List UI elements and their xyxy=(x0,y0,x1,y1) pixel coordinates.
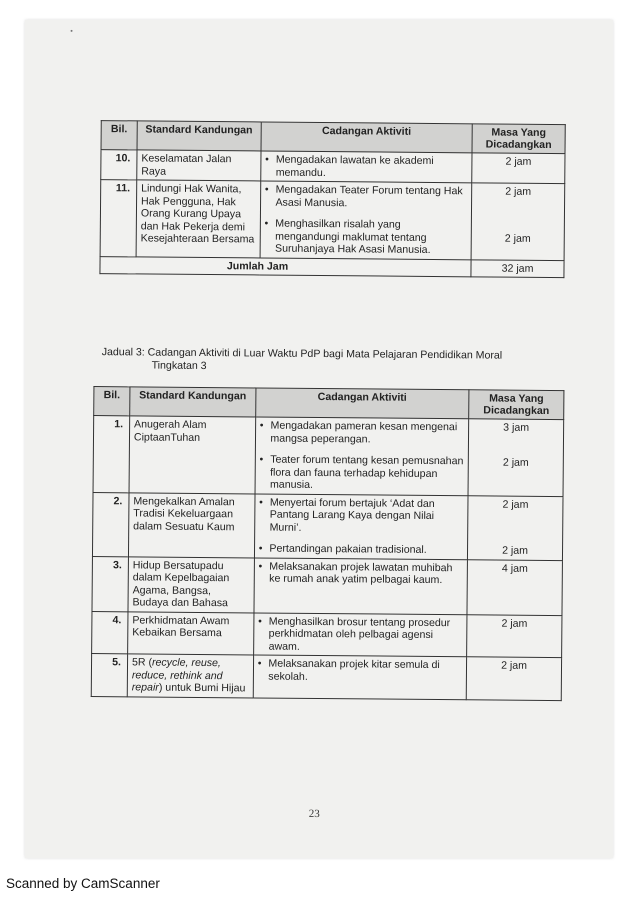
activity-text: Teater forum tentang kesan pemusnahan flora dan fauna terhadap kehidupan manusia. xyxy=(269,453,464,491)
row-number: 4. xyxy=(92,611,128,654)
activity-cell xyxy=(260,181,472,259)
activity-cell xyxy=(260,151,472,183)
time-value: 2 jam xyxy=(502,498,529,511)
page-number: 23 xyxy=(308,807,320,821)
activity-item xyxy=(264,218,467,257)
time-cell xyxy=(472,153,565,184)
scanner-watermark: Scanned by CamScanner xyxy=(6,876,160,891)
activity-item xyxy=(258,657,463,684)
time-value: 4 jam xyxy=(501,562,528,575)
bullet-icon: • xyxy=(264,217,269,230)
bullet-icon: • xyxy=(257,657,262,670)
table-header-row xyxy=(101,121,565,154)
header-masa: Masa Yang Dicadangkan xyxy=(472,124,565,154)
bullet-icon: • xyxy=(259,453,264,466)
time-value: 2 jam xyxy=(502,456,529,469)
activity-cell xyxy=(253,655,467,699)
table-row xyxy=(100,180,565,261)
activity-cell xyxy=(254,557,468,614)
bullet-icon: • xyxy=(259,495,263,509)
header-standard: Standard Kandungan xyxy=(137,121,261,151)
header-aktiviti: Cadangan Aktiviti xyxy=(261,122,473,153)
standard-kandungan: Lindungi Hak Wanita, Hak Pengguna, Hak Orang Kurang Upaya dan Hak Pekerja demi Kesejahteraan Bersama xyxy=(136,180,260,258)
table-row xyxy=(92,611,562,658)
activity-text: Mengadakan Teater Forum tentang Hak Asasi Manusia. xyxy=(275,183,463,209)
time-value: 2 jam xyxy=(505,185,532,198)
activity-text: Menghasilkan brosur tentang prosedur perkhidmatan oleh pelbagai agensi awam. xyxy=(268,615,451,653)
standard-kandungan: Hidup Bersatupadu dalam Kepelbagaian Agama, Bangsa, Budaya dan Bahasa xyxy=(128,556,254,612)
scanned-page xyxy=(25,20,613,858)
time-value: 2 jam xyxy=(502,544,529,557)
activity-item xyxy=(258,560,463,587)
row-number: 3. xyxy=(92,556,128,611)
activity-cell xyxy=(253,612,467,656)
table-row xyxy=(101,150,565,184)
standard-kandungan: Anugerah Alam CiptaanTuhan xyxy=(129,416,255,494)
row-number: 11. xyxy=(100,180,137,257)
header-masa: Masa Yang Dicadangkan xyxy=(469,390,564,420)
bullet-icon: • xyxy=(259,419,264,432)
caption-line-1: Jadual 3: Cadangan Aktiviti di Luar Waktu PdP bagi Mata Pelajaran Pendidikan Moral xyxy=(101,346,503,362)
activity-cell xyxy=(255,417,469,495)
standard-kandungan: Perkhidmatan Awam Kebaikan Bersama xyxy=(128,611,254,655)
table-row xyxy=(91,654,561,701)
time-value: 2 jam xyxy=(501,617,528,630)
bullet-icon: • xyxy=(258,559,263,573)
standard-text-end: ) untuk Bumi Hijau xyxy=(158,681,246,695)
scan-speck xyxy=(71,30,73,32)
time-cell xyxy=(467,614,562,657)
time-value: 2 jam xyxy=(505,155,532,168)
time-cell xyxy=(466,657,561,700)
bullet-icon: • xyxy=(258,542,263,555)
activity-item xyxy=(265,154,468,181)
activity-text: Menghasilkan risalah yang mengandungi maklumat tentang Suruhanjaya Hak Asasi Manusia. xyxy=(275,217,431,256)
standard-text-start: 5R ( xyxy=(131,656,153,669)
time-value: 2 jam xyxy=(501,659,528,672)
header-aktiviti: Cadangan Aktiviti xyxy=(255,388,469,419)
total-row xyxy=(100,256,564,278)
row-number: 1. xyxy=(93,416,130,493)
bullet-icon: • xyxy=(264,183,269,196)
table-3 xyxy=(91,386,565,701)
activity-text: Melaksanakan projek kitar semula di sekolah. xyxy=(268,657,440,683)
bullet-icon: • xyxy=(258,614,262,628)
time-value: 2 jam xyxy=(504,232,531,245)
activity-text: Melaksanakan projek lawatan muhibah ke rumah anak yatim pelbagai kaum. xyxy=(269,560,453,587)
table-row xyxy=(92,556,562,615)
activity-text: Mengadakan lawatan ke akademi memandu. xyxy=(275,153,434,179)
row-number: 2. xyxy=(92,492,128,556)
total-label: Jumlah Jam xyxy=(100,256,471,277)
activity-item xyxy=(259,542,463,556)
standard-kandungan xyxy=(127,654,253,698)
time-cell xyxy=(468,419,564,496)
activity-cell xyxy=(254,493,468,559)
row-number: 10. xyxy=(101,150,137,180)
header-bil: Bil. xyxy=(101,121,137,150)
activity-text: Pertandingan pakaian tradisional. xyxy=(269,542,427,556)
table-row xyxy=(93,416,564,497)
page-content xyxy=(25,20,613,858)
activity-text: Menyertai forum bertajuk ‘Adat dan Pantang Larang Kaya dengan Nilai Murni’. xyxy=(269,496,435,534)
activity-text: Mengadakan pameran kesan mengenai mangsa peperangan. xyxy=(270,419,458,445)
row-number: 5. xyxy=(91,654,127,697)
header-bil: Bil. xyxy=(94,387,130,416)
standard-kandungan: Mengekalkan Amalan Tradisi Kekeluargaan dalam Sesuatu Kaum xyxy=(128,492,254,557)
table-caption xyxy=(102,346,503,375)
table-header-row xyxy=(94,387,564,420)
time-cell xyxy=(471,183,565,260)
caption-line-2: Tingkatan 3 xyxy=(151,359,207,373)
standard-text-italic: recycle, reuse, reduce, rethink and repair xyxy=(131,656,223,694)
activity-item xyxy=(259,453,464,492)
time-value: 3 jam xyxy=(503,421,530,434)
time-cell xyxy=(467,559,562,615)
total-value: 32 jam xyxy=(471,259,564,277)
activity-item xyxy=(258,615,463,654)
table-continued xyxy=(99,120,565,278)
bullet-icon: • xyxy=(265,153,269,166)
table-row xyxy=(92,492,563,560)
activity-item xyxy=(265,184,468,211)
time-cell xyxy=(468,495,563,560)
standard-kandungan: Keselamatan Jalan Raya xyxy=(137,150,261,181)
activity-item xyxy=(260,419,465,446)
header-standard: Standard Kandungan xyxy=(130,387,256,417)
activity-item xyxy=(259,496,464,535)
